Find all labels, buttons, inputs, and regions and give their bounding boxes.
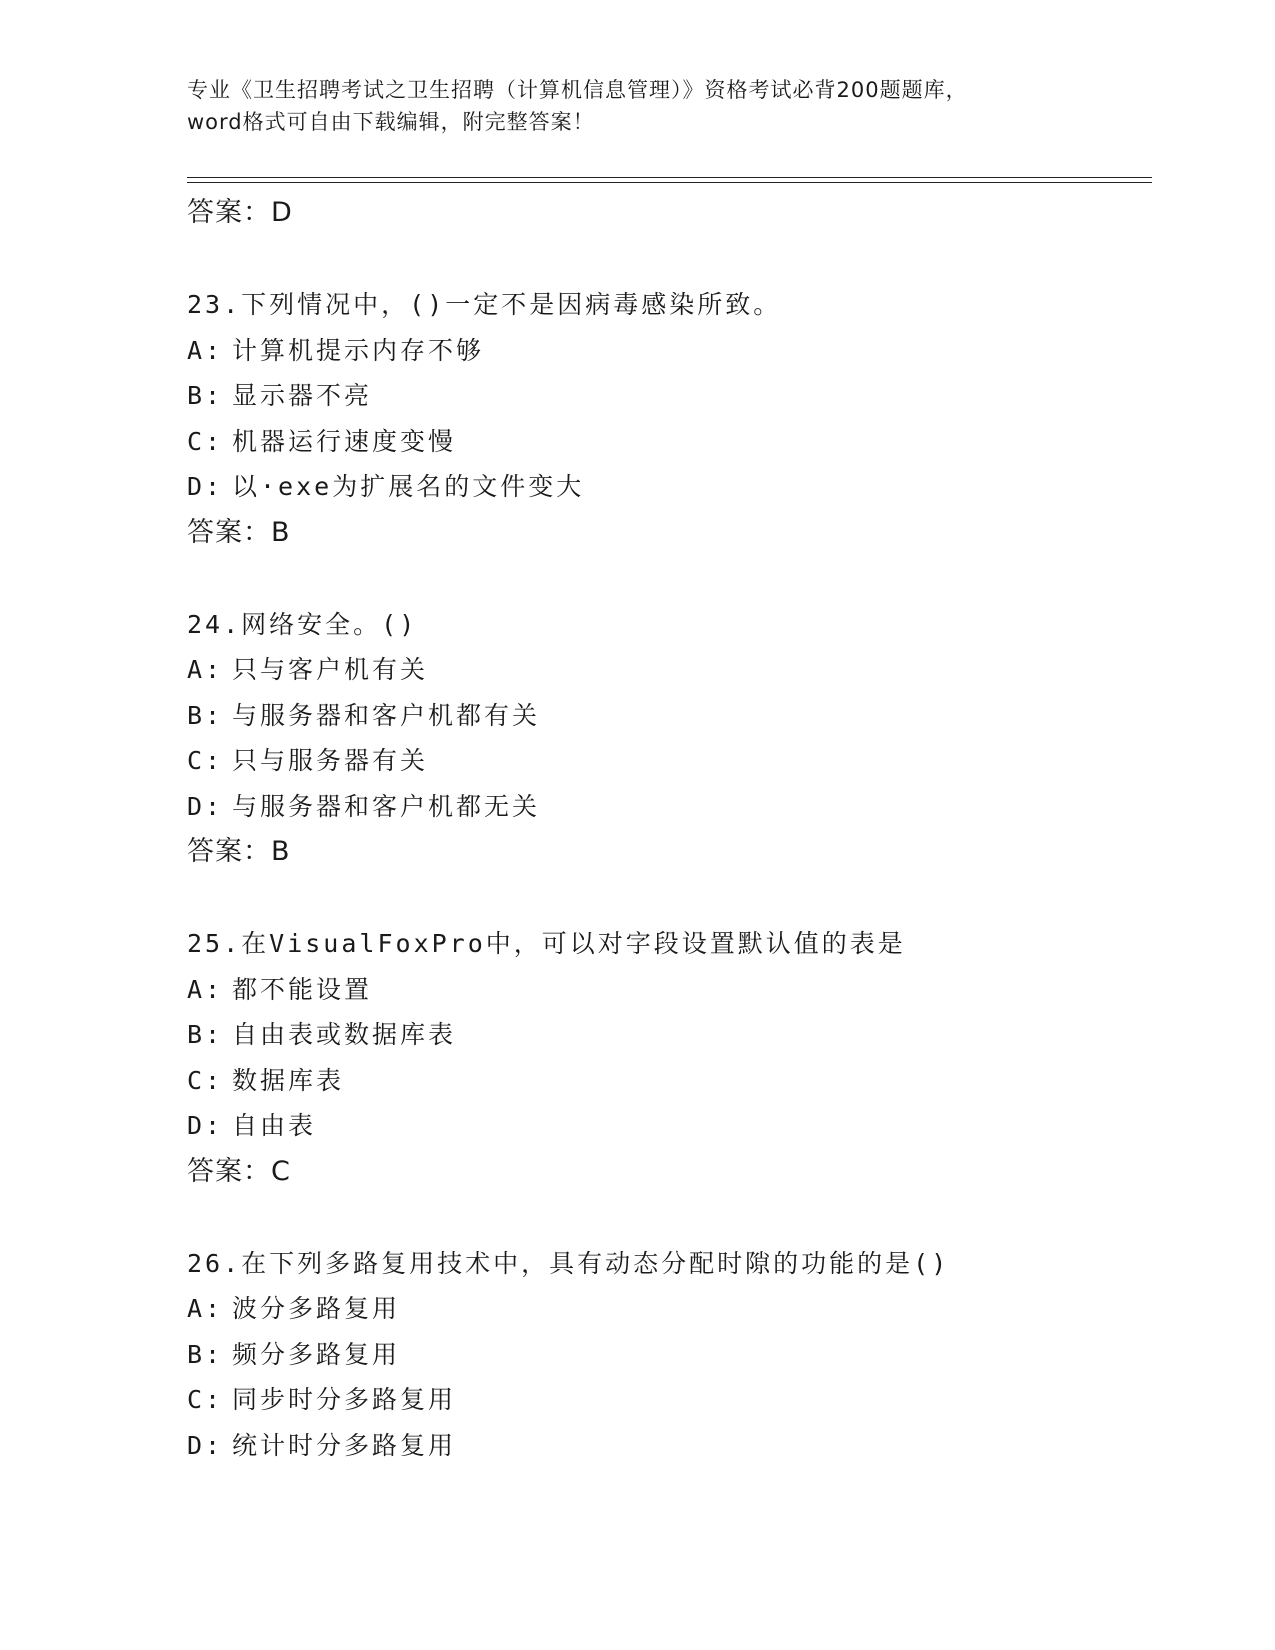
option-letter: C: bbox=[187, 426, 224, 456]
option-c bbox=[187, 1377, 1147, 1423]
option-letter: B: bbox=[187, 1339, 224, 1369]
option-letter: C: bbox=[187, 1385, 224, 1414]
option-letter: B: bbox=[187, 381, 224, 410]
question-text: 25.在VisualFoxPro中，可以对字段设置默认值的表是 bbox=[187, 929, 906, 958]
option-a bbox=[187, 328, 1147, 374]
question-text: 24.网络安全。() bbox=[187, 609, 418, 639]
option-letter: C: bbox=[187, 1065, 224, 1095]
header-divider-bottom bbox=[187, 182, 1152, 183]
option-c bbox=[187, 419, 1147, 465]
question-block-25 bbox=[187, 921, 1147, 1194]
option-text: 显示器不亮 bbox=[232, 381, 373, 410]
header-title-line-2: word格式可自由下载编辑，附完整答案！ bbox=[187, 110, 595, 134]
option-text: 只与客户机有关 bbox=[232, 655, 429, 684]
option-text: 自由表或数据库表 bbox=[232, 1020, 457, 1049]
option-d bbox=[187, 784, 1147, 830]
option-text: 自由表 bbox=[232, 1111, 317, 1140]
option-b bbox=[187, 373, 1147, 419]
question-text: 26.在下列多路复用技术中，具有动态分配时隙的功能的是() bbox=[187, 1248, 950, 1278]
header-divider-top bbox=[187, 177, 1152, 178]
answer-line: 答案：B bbox=[187, 836, 291, 867]
option-c bbox=[187, 1058, 1147, 1104]
option-text: 数据库表 bbox=[232, 1065, 345, 1095]
option-letter: D: bbox=[187, 1111, 224, 1140]
answer-block-22 bbox=[187, 190, 1147, 235]
option-letter: A: bbox=[187, 655, 224, 684]
question-block-23 bbox=[187, 282, 1147, 555]
option-text: 波分多路复用 bbox=[232, 1294, 401, 1323]
option-b bbox=[187, 1332, 1147, 1378]
option-text: 机器运行速度变慢 bbox=[232, 426, 457, 456]
document-header bbox=[187, 74, 1087, 138]
option-letter: B: bbox=[187, 700, 224, 730]
answer-line: 答案：C bbox=[187, 1155, 291, 1187]
header-title-line-1: 专业《卫生招聘考试之卫生招聘（计算机信息管理）》资格考试必背200题题库， bbox=[187, 78, 968, 102]
option-b bbox=[187, 693, 1147, 739]
option-text: 以·exe为扩展名的文件变大 bbox=[232, 472, 585, 501]
option-text: 同步时分多路复用 bbox=[232, 1385, 457, 1414]
answer-line: 答案：D bbox=[187, 197, 293, 228]
option-letter: A: bbox=[187, 335, 224, 365]
option-text: 计算机提示内存不够 bbox=[232, 335, 485, 365]
option-d bbox=[187, 1423, 1147, 1469]
option-letter: A: bbox=[187, 1294, 224, 1323]
question-list bbox=[187, 190, 1147, 1468]
option-text: 与服务器和客户机都无关 bbox=[232, 791, 541, 821]
answer-line: 答案：B bbox=[187, 516, 291, 548]
option-text: 只与服务器有关 bbox=[232, 746, 429, 775]
question-block-26 bbox=[187, 1241, 1147, 1469]
option-d bbox=[187, 1103, 1147, 1149]
question-text: 23.下列情况中，()一定不是因病毒感染所致。 bbox=[187, 290, 782, 319]
option-text: 频分多路复用 bbox=[232, 1339, 401, 1369]
option-text: 统计时分多路复用 bbox=[232, 1430, 457, 1460]
option-c bbox=[187, 738, 1147, 784]
option-letter: D: bbox=[187, 1430, 224, 1460]
option-a bbox=[187, 647, 1147, 693]
option-d bbox=[187, 464, 1147, 510]
option-a bbox=[187, 967, 1147, 1013]
option-text: 都不能设置 bbox=[232, 974, 373, 1004]
option-letter: A: bbox=[187, 974, 224, 1004]
option-letter: D: bbox=[187, 472, 224, 501]
question-block-24 bbox=[187, 602, 1147, 875]
option-letter: C: bbox=[187, 746, 224, 775]
option-text: 与服务器和客户机都有关 bbox=[232, 700, 541, 730]
option-letter: B: bbox=[187, 1020, 224, 1049]
option-letter: D: bbox=[187, 791, 224, 821]
option-a bbox=[187, 1286, 1147, 1332]
option-b bbox=[187, 1012, 1147, 1058]
